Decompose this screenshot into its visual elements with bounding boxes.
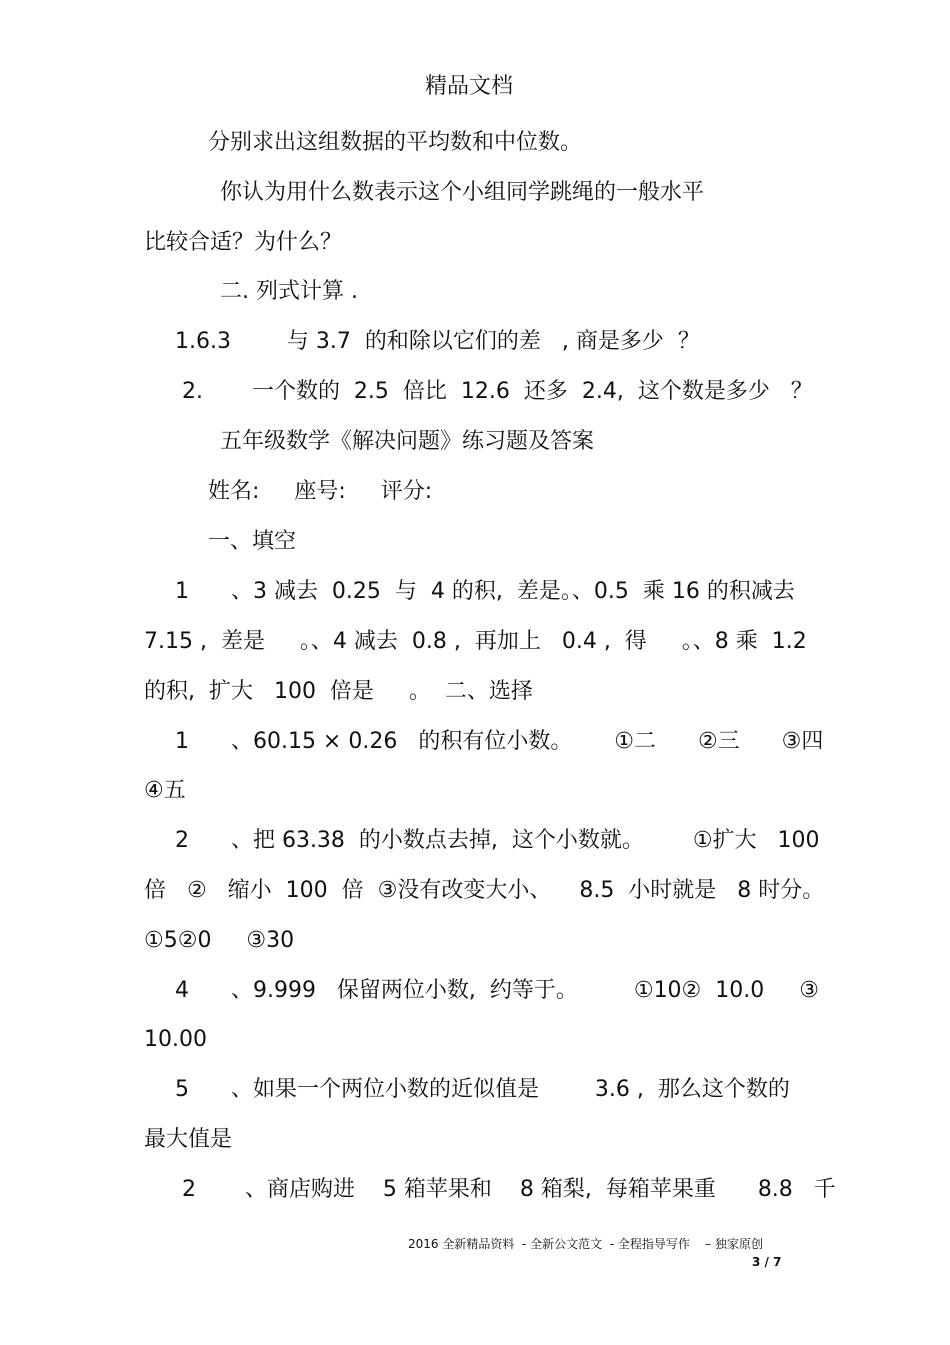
text-line: 10.00 [144,1027,207,1052]
text-line: 倍 ② 缩小 100 倍 ③没有改变大小、 8.5 小时就是 8 时分。 [144,878,825,903]
text-line: 2 、商店购进 5 箱苹果和 8 箱梨, 每箱苹果重 8.8 千 [182,1177,836,1202]
text-line: 1.6.3 与 3.7 的和除以它们的差 , 商是多少 ？ [175,329,700,354]
name-seat-score: 姓名: 座号: 评分: [208,479,433,504]
text-line: 7.15 , 差是 。、4 减去 0.8 , 再加上 0.4 , 得 。、8 乘 1.2 [144,629,807,654]
text-line: 2. 一个数的 2.5 倍比 12.6 还多 2.4, 这个数是多少 ？ [182,379,813,404]
text-line: 你认为用什么数表示这个小组同学跳绳的一般水平 [220,180,705,205]
section-heading: 二. 列式计算 . [220,279,358,304]
text-line: 分别求出这组数据的平均数和中位数。 [208,130,583,155]
page-header: 精品文档 [425,74,514,99]
text-line: 1 、60.15 × 0.26 的积有位小数。 ①二 ②三 ③四 [175,729,824,754]
text-line: 的积, 扩大 100 倍是 。 二、选择 [144,679,533,704]
section-heading: 一、填空 [208,529,297,554]
text-line: 4 、9.999 保留两位小数, 约等于。 ①10② 10.0 ③ [175,978,819,1003]
page-number: 3 / 7 [752,1255,782,1269]
text-line: 2 、把 63.38 的小数点去掉, 这个小数就。 ①扩大 100 [175,828,820,853]
text-line: ④五 [144,778,186,803]
text-line: 比较合适？为什么？ [144,230,343,255]
page-footer: 2016 全新精品资料 - 全新公文范文 - 全程指导写作 – 独家原创 [408,1237,763,1251]
text-line: 5 、如果一个两位小数的近似值是 3.6 , 那么这个数的 [175,1077,790,1102]
text-line: 最大值是 [144,1127,233,1152]
text-line: 1 、3 减去 0.25 与 4 的积, 差是。、0.5 乘 16 的积减去 [175,579,795,604]
text-line: ①5②0 ③30 [144,928,295,953]
document-title: 五年级数学《解决问题》练习题及答案 [220,429,595,454]
